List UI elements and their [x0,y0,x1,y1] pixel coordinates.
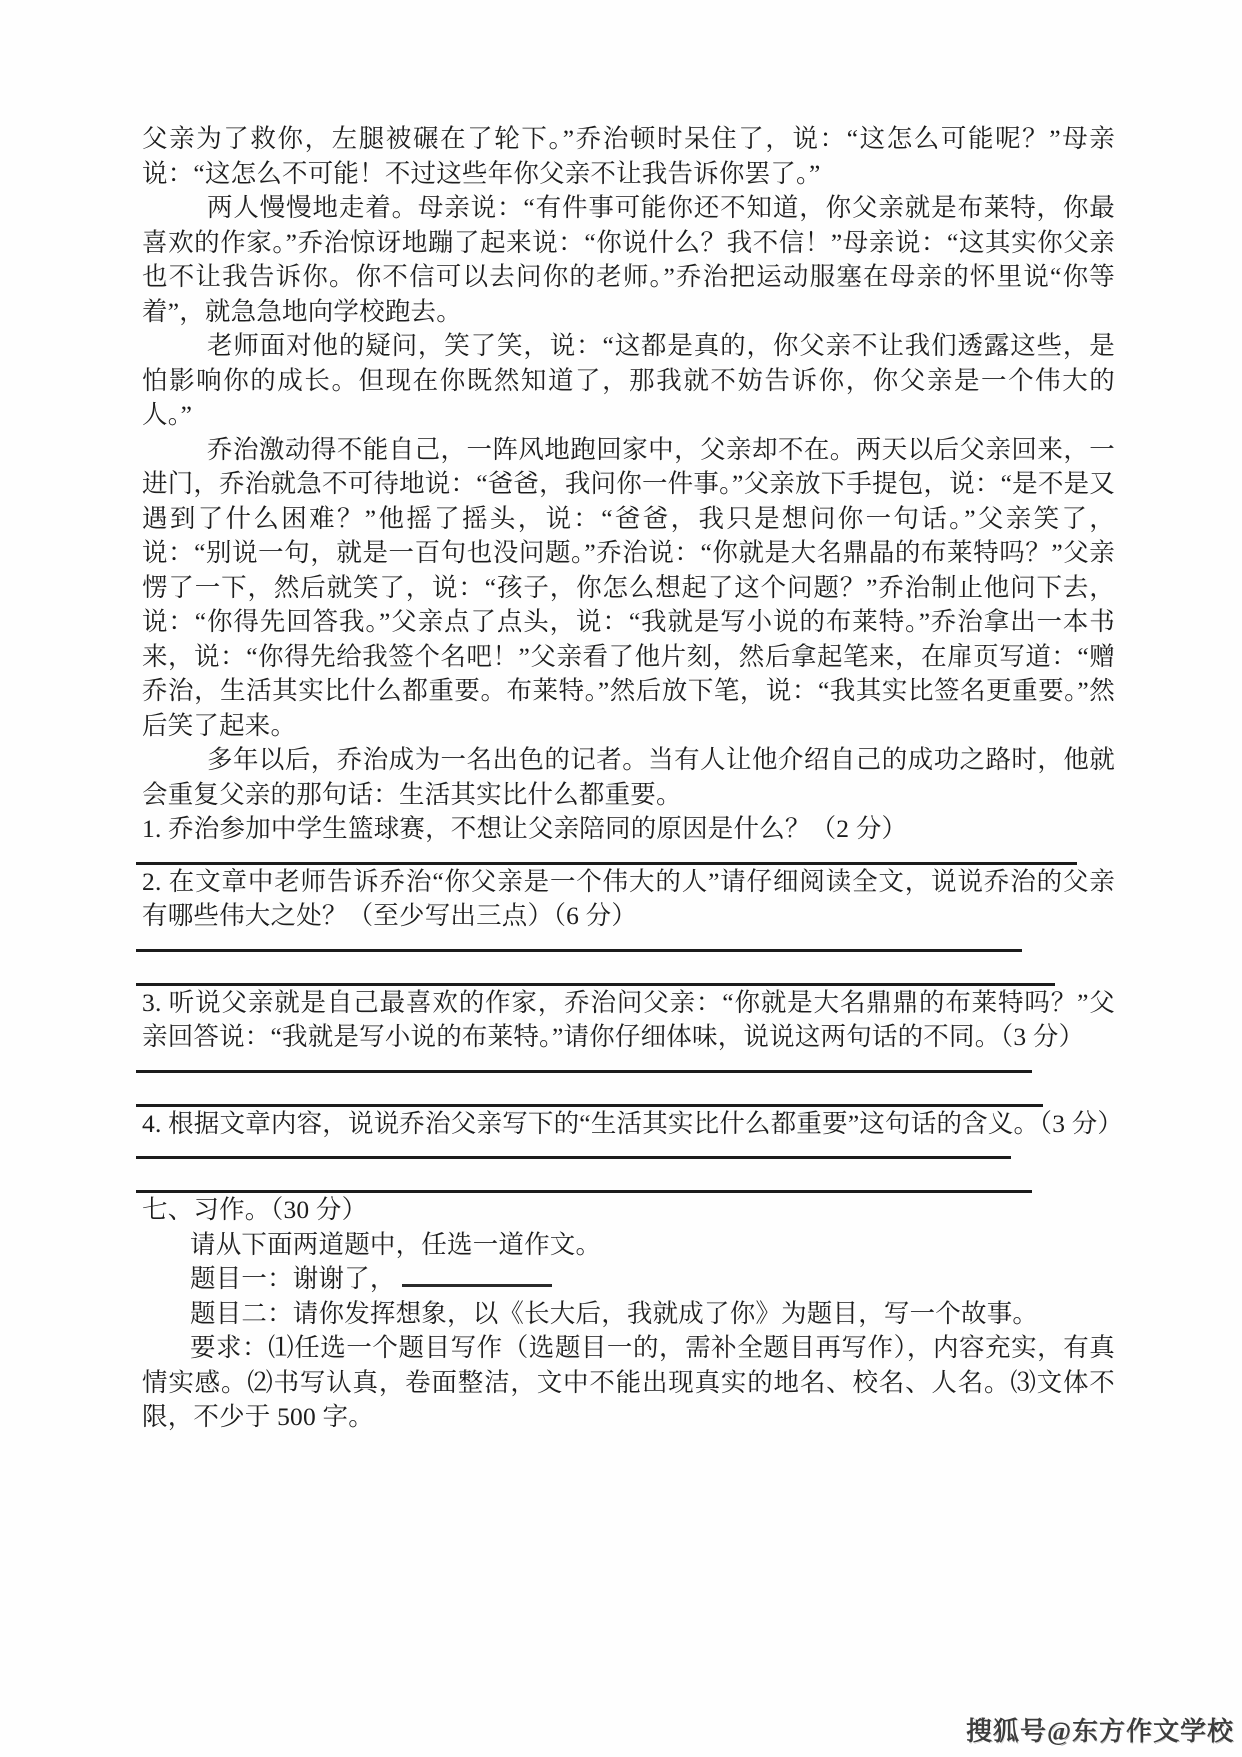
essay-topic-1-label: 题目一：谢谢了， [190,1264,396,1293]
question-2 [142,865,1115,986]
question-3-text: 3. 听说父亲就是自己最喜欢的作家，乔治问父亲：“你就是大名鼎鼎的布莱特吗？”父亲回答说：“我就是写小说的布莱特。”请你仔细体味，说说这两句话的不同。（3 分） [142,987,1115,1051]
question-4 [142,1107,1124,1194]
passage-paragraph-1: 父亲为了救你，左腿被碾在了轮下。”乔治顿时呆住了，说：“这怎么可能呢？”母亲说：“这怎么不可能！不过这些年你父亲不让我告诉你罢了。” [142,124,1115,188]
passage-paragraph-4: 乔治激动得不能自己，一阵风地跑回家中，父亲却不在。两天以后父亲回来，一进门，乔治就急不可待地说：“爸爸，我问你一件事。”父亲放下手提包，说：“是不是又遇到了什么困难？”他摇了摇头，说：“爸爸，我只是想问你一句话。”父亲笑了，说：“别说一句，就是一百句也没问题。”乔治说：“你就是大名鼎晶的布莱特吗？”父亲愣了一下，然后就笑了，说：“孩子，你怎么想起了这个问题？”乔治制止他问下去，说：“你得先回答我。”父亲点了点头，说：“我就是写小说的布莱特。”乔治拿出一本书来，说：“你得先给我签个名吧！”父亲看了他片刻，然后拿起笔来，在扉页写道：“赠乔治，生活其实比什么都重要。布莱特。”然后放下笔，说：“我其实比签名更重要。”然后笑了起来。 [142,434,1115,740]
essay-topic-1-blank-underline [402,1262,552,1287]
question-3 [142,986,1115,1107]
exam-content [142,122,1124,1435]
essay-topic-1 [142,1262,1115,1297]
answer-line [136,1070,1032,1073]
sohu-watermark: 搜狐号@东方作文学校 [966,1717,1235,1746]
passage-paragraph-2: 两人慢慢地走着。母亲说：“有件事可能你还不知道，你父亲就是布莱特，你最喜欢的作家。”乔治惊讶地蹦了起来说：“你说什么？我不信！”母亲说：“这其实你父亲也不让我告诉你。你不信可以去问你的老师。”乔治把运动服塞在母亲的怀里说“你等着”，就急急地向学校跑去。 [142,193,1115,326]
question-1 [142,812,1115,865]
essay-section [142,1193,1115,1435]
passage-paragraph-3: 老师面对他的疑问，笑了笑，说：“这都是真的，你父亲不让我们透露这些，是怕影响你的成长。但现在你既然知道了，那我就不妨告诉你，你父亲是一个伟大的人。” [142,331,1115,429]
question-1-text: 1. 乔治参加中学生篮球赛，不想让父亲陪同的原因是什么？（2 分） [142,814,908,843]
essay-requirements: 要求：⑴任选一个题目写作（选题目一的，需补全题目再写作），内容充实，有真情实感。⑵书写认真，卷面整洁，文中不能出现真实的地名、校名、人名。⑶文体不限，不少于 500 字。 [142,1333,1115,1431]
essay-topic-2: 题目二：请你发挥想象，以《长大后，我就成了你》为题目，写一个故事。 [190,1298,1039,1328]
essay-intro: 请从下面两道题中，任选一道作文。 [190,1229,602,1259]
question-4-text: 4. 根据文章内容，说说乔治父亲写下的“生活其实比什么都重要”这句话的含义。（3 分） [142,1108,1124,1138]
answer-line [136,1156,1011,1159]
question-2-text: 2. 在文章中老师告诉乔治“你父亲是一个伟大的人”请仔细阅读全文，说说乔治的父亲有哪些伟大之处？（至少写出三点）（6 分） [142,866,1115,930]
passage-paragraph-5: 多年以后，乔治成为一名出色的记者。当有人让他介绍自己的成功之路时，他就会重复父亲的那句话：生活其实比什么都重要。 [142,745,1115,809]
essay-section-heading: 七、习作。（30 分） [142,1195,368,1224]
answer-line [136,949,1022,952]
